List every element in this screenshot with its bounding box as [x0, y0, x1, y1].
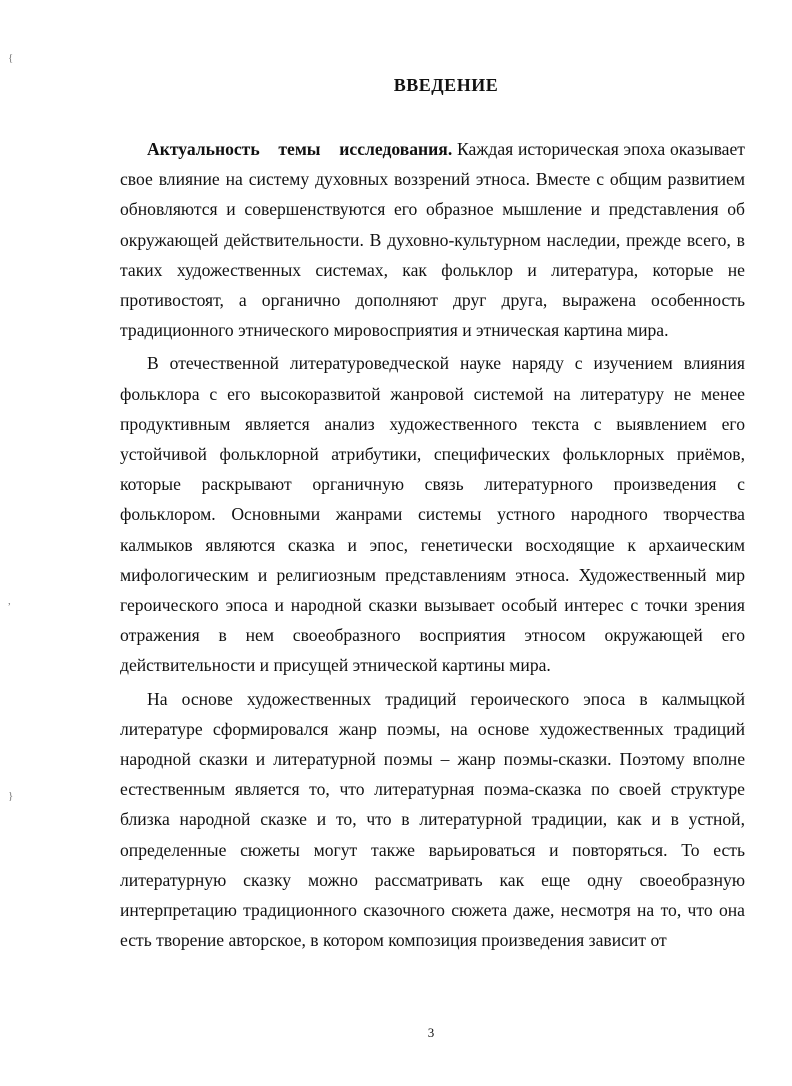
- paragraph-poem-tale: На основе художественных традиций героического эпоса в калмыцкой литературе сформировался жанр поэмы, на основе художественных традиций народной сказки и литературной поэмы – жанр поэмы-сказки. Поэтому вполне естественным является то, что литературная поэма-сказка по своей структуре близка народной сказке и то, что в литературной традиции, как и в устной, определенные сюжеты могут также варьироваться и повторяться. То есть литературную сказку можно рассматривать как еще одну своеобразную интерпретацию традиционного сказочного сюжета даже, несмотря на то, что она есть творение авторское, в котором композиция произведения зависит от: [120, 688, 745, 951]
- page-number: 3: [427, 1025, 435, 1040]
- paragraph-relevance: [120, 134, 745, 345]
- scan-artifact: }: [8, 790, 14, 802]
- scan-artifact: {: [8, 52, 14, 64]
- relevance-lead: Актуальность темы исследования.: [147, 139, 453, 159]
- scan-artifact: ,: [8, 595, 11, 607]
- page-title: ВВЕДЕНИЕ: [393, 75, 499, 95]
- relevance-text: Каждая историческая эпоха оказывает свое влияние на систему духовных воззрений этноса. Вместе с общим развитием обновляются и совершенствуются его образное мышление и представления об окружающей действительности. В духовно-культурном наследии, прежде всего, в таких художественных системах, как фольклор и литература, которые не противостоят, а органично дополняют друг друга, выражена особенность традиционного этнического мировосприятия и этническая картина мира.: [120, 139, 745, 341]
- document-body: [120, 134, 745, 955]
- paragraph-folklore: В отечественной литературоведческой науке наряду с изучением влияния фольклора с его высокоразвитой жанровой системой на литературу не менее продуктивным является анализ художественного текста с выявлением его устойчивой фольклорной атрибутики, специфических фольклорных приёмов, которые раскрывают органичную связь литературного произведения с фольклором. Основными жанрами системы устного народного творчества калмыков являются сказка и эпос, генетически восходящие к архаическим мифологическим и религиозным представлениям этноса. Художественный мир героического эпоса и народной сказки вызывает особый интерес с точки зрения отражения в нем своеобразного восприятия этносом окружающей его действительности и присущей этнической картины мира.: [120, 353, 745, 676]
